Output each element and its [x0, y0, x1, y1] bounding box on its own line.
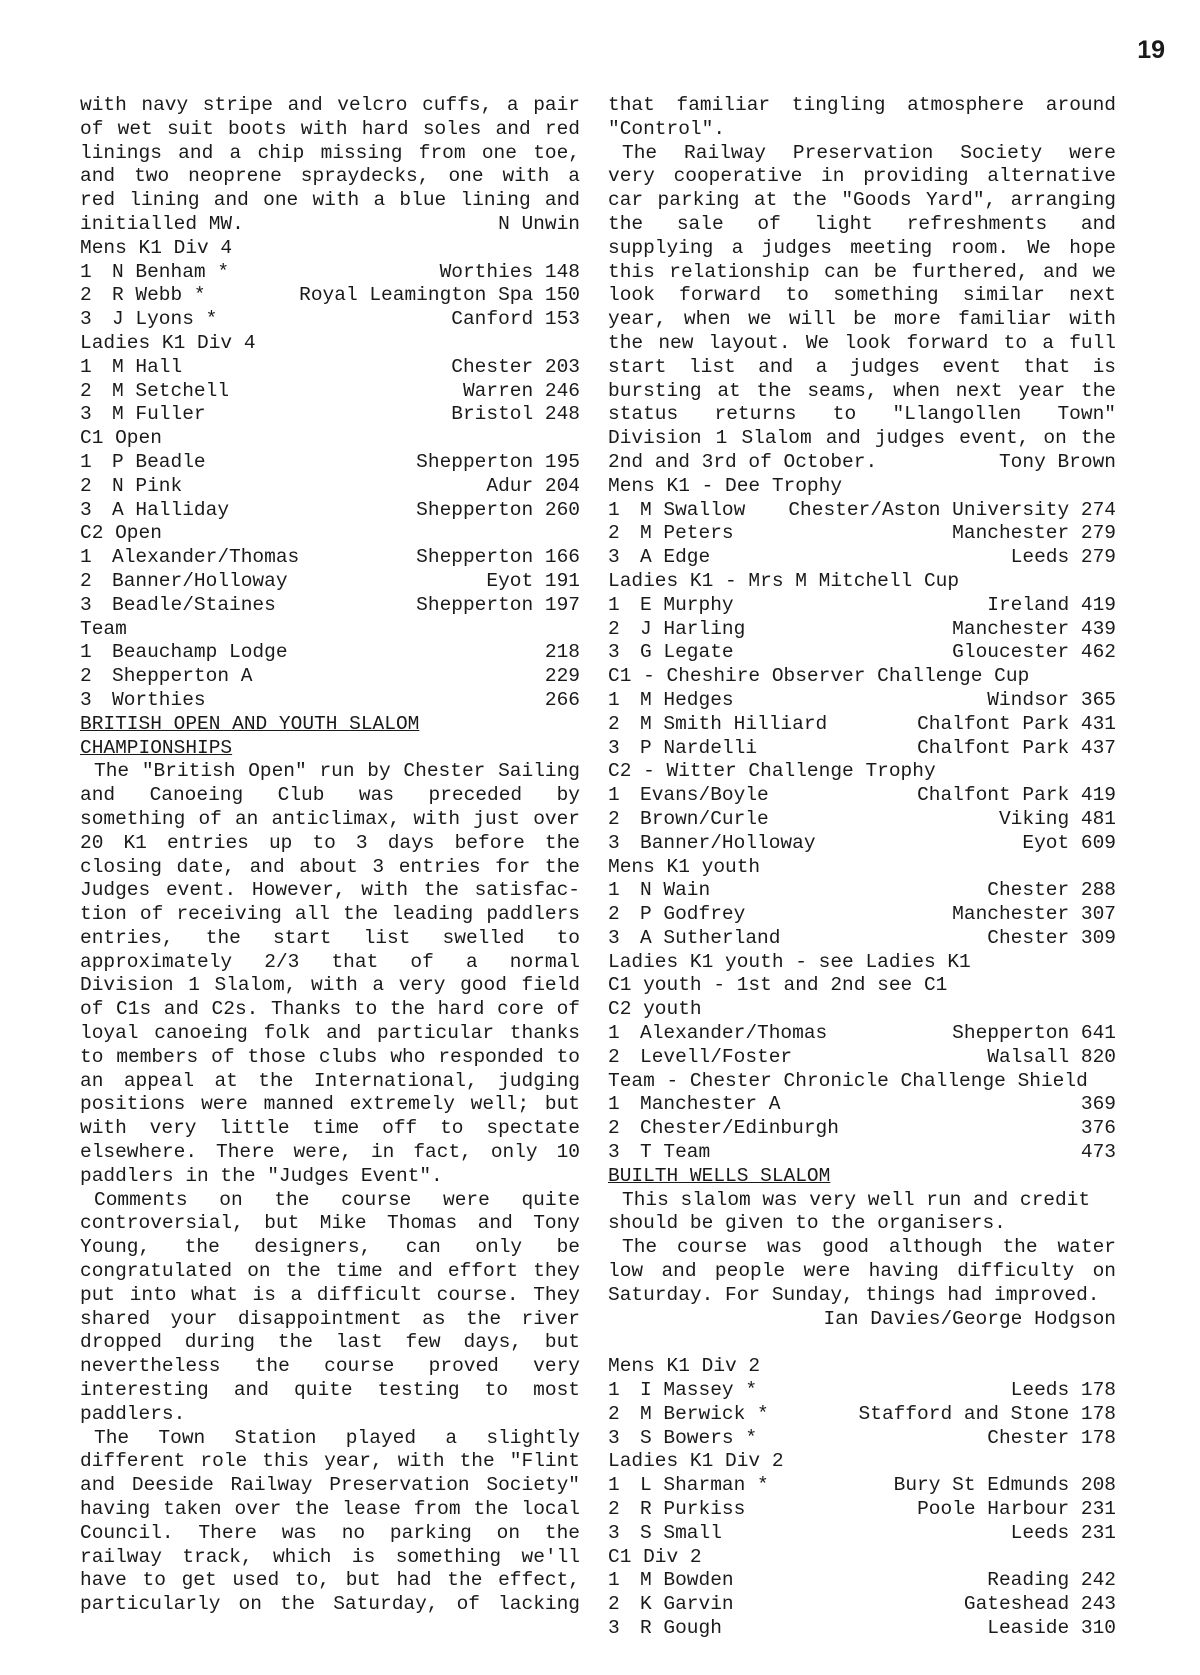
club-score: 376 — [1080, 1117, 1116, 1140]
result-row — [608, 903, 1116, 927]
result-row — [80, 451, 580, 475]
result-row — [608, 1117, 1116, 1141]
section-heading: CHAMPIONSHIPS — [80, 736, 233, 759]
competitor-name: M Bowden — [640, 1569, 734, 1592]
result-row — [608, 499, 1116, 523]
result-row — [608, 737, 1116, 761]
place-number: 2 — [80, 379, 92, 402]
result-row — [80, 641, 580, 665]
text-line: The Town Station played a slightly — [94, 1426, 580, 1449]
text-line: start list and a judges event that is — [608, 355, 1116, 378]
page-number: 19 — [1137, 36, 1165, 64]
text-line: should be given to the organisers. — [608, 1212, 1006, 1235]
place-number: 3 — [608, 831, 620, 854]
text-line: tion of receiving all the leading paddlers — [80, 903, 580, 926]
club-score: Reading 242 — [987, 1569, 1116, 1592]
result-row — [608, 546, 1116, 570]
competitor-name: Manchester A — [640, 1093, 781, 1116]
text-line-with-signature — [608, 451, 1116, 475]
text-line: car parking at the "Goods Yard", arranging — [608, 189, 1116, 212]
section-heading: BRITISH OPEN AND YOUTH SLALOM — [80, 712, 420, 735]
text-line: different role this year, with the "Flint — [80, 1450, 580, 1473]
text-line: dropped during the last few days, but — [80, 1331, 580, 1354]
text-line: red lining and one with a blue lining and — [80, 189, 580, 212]
text-line: put into what is a difficult course. They — [80, 1283, 580, 1306]
text-line: C1 Div 2 — [608, 1545, 702, 1568]
result-row — [608, 641, 1116, 665]
text-line: supplying a judges meeting room. We hope — [608, 236, 1116, 259]
place-number: 3 — [80, 688, 92, 711]
result-row — [608, 618, 1116, 642]
club-score: Shepperton 197 — [416, 593, 580, 616]
club-score: Adur 204 — [486, 474, 580, 497]
place-number: 3 — [80, 593, 92, 616]
text-line: "Control". — [608, 117, 726, 140]
club-score: Eyot 609 — [1022, 831, 1116, 854]
result-row — [80, 570, 580, 594]
club-score: Bury St Edmunds 208 — [893, 1474, 1116, 1497]
place-number: 2 — [608, 1593, 620, 1616]
text-line: Council. There was no parking on the — [80, 1521, 580, 1544]
club-score: Chalfont Park 419 — [917, 784, 1116, 807]
text-line: interesting and quite testing to most — [80, 1379, 580, 1402]
place-number: 1 — [608, 879, 620, 902]
competitor-name: Chester/Edinburgh — [640, 1117, 839, 1140]
place-number: 2 — [80, 569, 92, 592]
text-line: Comments on the course were quite — [94, 1188, 580, 1211]
result-row — [608, 1141, 1116, 1165]
text-line: year, when we will be more familiar with — [608, 308, 1116, 331]
club-score: Chalfont Park 431 — [917, 712, 1116, 735]
left-column — [80, 94, 580, 1617]
club-score: 473 — [1080, 1141, 1116, 1164]
result-row — [608, 784, 1116, 808]
text-line: the new layout. We look forward to a full — [608, 331, 1116, 354]
place-number: 3 — [608, 926, 620, 949]
place-number: 2 — [608, 522, 620, 545]
result-row — [608, 808, 1116, 832]
text-segment: 2nd and 3rd of October. — [608, 450, 878, 473]
result-row — [608, 1093, 1116, 1117]
club-score: Chester 203 — [451, 355, 580, 378]
place-number: 3 — [608, 1617, 620, 1639]
club-score: Leaside 310 — [987, 1617, 1116, 1639]
text-line: approximately 2/3 that of a normal — [80, 950, 580, 973]
result-row — [608, 1593, 1116, 1617]
competitor-name: J Harling — [640, 617, 746, 640]
text-line: entries, the start list swelled to — [80, 926, 580, 949]
text-line: congratulated on the time and effort they — [80, 1260, 580, 1283]
text-line: closing date, and about 3 entries for the — [80, 855, 580, 878]
result-row — [608, 1379, 1116, 1403]
text-line: paddlers. — [80, 1402, 186, 1425]
club-score: Chalfont Park 437 — [917, 736, 1116, 759]
right-column — [608, 94, 1116, 1641]
competitor-name: P Beadle — [112, 450, 206, 473]
text-line: Ladies K1 youth - see Ladies K1 — [608, 950, 971, 973]
club-score: Shepperton 641 — [952, 1022, 1116, 1045]
competitor-name: M Smith Hilliard — [640, 712, 828, 735]
competitor-name: Shepperton A — [112, 665, 253, 688]
result-row — [608, 927, 1116, 951]
text-line: C1 Open — [80, 427, 162, 450]
result-row — [608, 1569, 1116, 1593]
competitor-name: M Hall — [112, 355, 183, 378]
competitor-name: P Nardelli — [640, 736, 758, 759]
place-number: 1 — [80, 641, 92, 664]
text-line: Mens K1 youth — [608, 855, 761, 878]
place-number: 3 — [608, 1426, 620, 1449]
text-line: of C1s and C2s. Thanks to the hard core of — [80, 998, 580, 1021]
text-line: The course was good although the water — [622, 1236, 1116, 1259]
place-number: 1 — [80, 450, 92, 473]
result-row — [80, 261, 580, 285]
competitor-name: M Hedges — [640, 688, 734, 711]
text-line: positions were manned extremely well; but — [80, 1093, 580, 1116]
club-score: Royal Leamington Spa 150 — [299, 284, 580, 307]
result-row — [80, 689, 580, 713]
result-row — [608, 522, 1116, 546]
competitor-name: S Bowers * — [640, 1426, 758, 1449]
competitor-name: S Small — [640, 1521, 722, 1544]
text-line: controversial, but Mike Thomas and Tony — [80, 1212, 580, 1235]
competitor-name: T Team — [640, 1141, 711, 1164]
competitor-name: Worthies — [112, 688, 206, 711]
text-line-with-signature — [80, 213, 580, 237]
text-line: Division 1 Slalom and judges event, on the — [608, 427, 1116, 450]
place-number: 2 — [608, 807, 620, 830]
text-line: Mens K1 - Dee Trophy — [608, 474, 843, 497]
result-row — [80, 284, 580, 308]
club-score: Shepperton 195 — [416, 450, 580, 473]
text-line: loyal canoeing folk and particular thanks — [80, 1022, 580, 1045]
club-score: Leeds 231 — [1010, 1521, 1116, 1544]
club-score: Bristol 248 — [451, 403, 580, 426]
text-line: have to get used to, but had the effect, — [80, 1569, 580, 1592]
place-number: 1 — [608, 784, 620, 807]
result-row — [80, 594, 580, 618]
club-score: Windsor 365 — [987, 688, 1116, 711]
result-row — [80, 499, 580, 523]
club-score: Manchester 279 — [952, 522, 1116, 545]
result-row — [608, 1046, 1116, 1070]
text-line: status returns to "Llangollen Town" — [608, 403, 1116, 426]
competitor-name: M Setchell — [112, 379, 230, 402]
text-line: Ladies K1 Div 2 — [608, 1450, 784, 1473]
result-row — [608, 1522, 1116, 1546]
result-row — [80, 546, 580, 570]
text-line: and two neoprene spraydecks, one with a — [80, 165, 580, 188]
text-line: nevertheless the course proved very — [80, 1355, 580, 1378]
place-number: 1 — [80, 260, 92, 283]
text-line: Team - Chester Chronicle Challenge Shield — [608, 1069, 1088, 1092]
result-row — [80, 403, 580, 427]
result-row — [608, 594, 1116, 618]
club-score: Warren 246 — [462, 379, 580, 402]
text-line: something of an anticlimax, with just over — [80, 807, 580, 830]
place-number: 1 — [608, 688, 620, 711]
club-score: Shepperton 166 — [416, 546, 580, 569]
place-number: 1 — [608, 1379, 620, 1402]
place-number: 3 — [80, 308, 92, 331]
text-line: Mens K1 Div 2 — [608, 1355, 761, 1378]
place-number: 3 — [608, 1521, 620, 1544]
text-line: an appeal at the International, judging — [80, 1069, 580, 1092]
competitor-name: L Sharman * — [640, 1474, 769, 1497]
text-line: C2 youth — [608, 998, 702, 1021]
result-row — [608, 1403, 1116, 1427]
result-row — [608, 689, 1116, 713]
club-score: Manchester 439 — [952, 617, 1116, 640]
place-number: 1 — [608, 593, 620, 616]
result-row — [80, 475, 580, 499]
club-score: 218 — [544, 641, 580, 664]
club-score: Poole Harbour 231 — [917, 1498, 1116, 1521]
competitor-name: I Massey * — [640, 1379, 758, 1402]
text-line: 20 K1 entries up to 3 days before the — [80, 831, 580, 854]
competitor-name: A Sutherland — [640, 926, 781, 949]
club-score: Chester 288 — [987, 879, 1116, 902]
result-row — [80, 380, 580, 404]
competitor-name: K Garvin — [640, 1593, 734, 1616]
club-score: Ireland 419 — [987, 593, 1116, 616]
text-line: Team — [80, 617, 127, 640]
text-line: of wet suit boots with hard soles and red — [80, 117, 580, 140]
author-signature: Tony Brown — [998, 450, 1116, 473]
text-line: The "British Open" run by Chester Sailing — [94, 760, 580, 783]
club-score: Chester 309 — [987, 926, 1116, 949]
club-score: Stafford and Stone 178 — [858, 1402, 1116, 1425]
competitor-name: M Fuller — [112, 403, 206, 426]
result-row — [608, 1022, 1116, 1046]
place-number: 1 — [608, 1093, 620, 1116]
section-heading: BUILTH WELLS SLALOM — [608, 1164, 831, 1187]
place-number: 2 — [608, 903, 620, 926]
result-row — [608, 713, 1116, 737]
place-number: 1 — [608, 1022, 620, 1045]
place-number: 2 — [608, 1402, 620, 1425]
text-line: Division 1 Slalom, with a very good field — [80, 974, 580, 997]
text-line: to members of those clubs who responded to — [80, 1045, 580, 1068]
competitor-name: R Webb * — [112, 284, 206, 307]
competitor-name: Evans/Boyle — [640, 784, 769, 807]
club-score: Gateshead 243 — [963, 1593, 1116, 1616]
result-row — [608, 879, 1116, 903]
competitor-name: A Edge — [640, 546, 711, 569]
text-line: shared your disappointment as the river — [80, 1307, 580, 1330]
competitor-name: N Pink — [112, 474, 183, 497]
competitor-name: M Peters — [640, 522, 734, 545]
competitor-name: R Gough — [640, 1617, 722, 1639]
author-signature: N Unwin — [498, 212, 580, 235]
club-score: Manchester 307 — [952, 903, 1116, 926]
competitor-name: M Swallow — [640, 498, 746, 521]
text-line: C2 - Witter Challenge Trophy — [608, 760, 936, 783]
club-score: Shepperton 260 — [416, 498, 580, 521]
text-line: Ladies K1 Div 4 — [80, 331, 256, 354]
text-line: linings and a chip missing from one toe, — [80, 141, 580, 164]
club-score: Leeds 178 — [1010, 1379, 1116, 1402]
competitor-name: P Godfrey — [640, 903, 746, 926]
competitor-name: Brown/Curle — [640, 807, 769, 830]
text-line: and Deeside Railway Preservation Society" — [80, 1474, 580, 1497]
blank-line — [608, 1331, 1116, 1355]
text-line: low and people were having difficulty on — [608, 1260, 1116, 1283]
place-number: 1 — [608, 1474, 620, 1497]
club-score: Gloucester 462 — [952, 641, 1116, 664]
result-row — [80, 356, 580, 380]
result-row — [80, 308, 580, 332]
competitor-name: Levell/Foster — [640, 1045, 793, 1068]
competitor-name: Alexander/Thomas — [640, 1022, 828, 1045]
place-number: 2 — [608, 712, 620, 735]
place-number: 3 — [608, 546, 620, 569]
text-line: Ladies K1 - Mrs M Mitchell Cup — [608, 569, 960, 592]
text-line: very cooperative in providing alternative — [608, 165, 1116, 188]
club-score: Worthies 148 — [439, 260, 580, 283]
text-line: railway track, which is something we'll — [80, 1545, 580, 1568]
text-line: look forward to something similar next — [608, 284, 1116, 307]
author-signature: Ian Davies/George Hodgson — [823, 1307, 1116, 1330]
place-number: 2 — [80, 474, 92, 497]
text-line: having taken over the lease from the local — [80, 1498, 580, 1521]
place-number: 1 — [608, 498, 620, 521]
text-line: bursting at the seams, when next year the — [608, 379, 1116, 402]
text-line: C1 - Cheshire Observer Challenge Cup — [608, 665, 1030, 688]
place-number: 3 — [608, 1141, 620, 1164]
text-line: with very little time off to spectate — [80, 1117, 580, 1140]
text-line: The Railway Preservation Society were — [622, 141, 1116, 164]
text-line: Mens K1 Div 4 — [80, 236, 233, 259]
competitor-name: G Legate — [640, 641, 734, 664]
result-row — [608, 1427, 1116, 1451]
place-number: 2 — [608, 1045, 620, 1068]
competitor-name: Banner/Holloway — [112, 569, 288, 592]
place-number: 3 — [608, 641, 620, 664]
place-number: 2 — [608, 1498, 620, 1521]
competitor-name: R Purkiss — [640, 1498, 746, 1521]
text-line: Young, the designers, can only be — [80, 1236, 580, 1259]
club-score: Eyot 191 — [486, 569, 580, 592]
result-row — [608, 832, 1116, 856]
competitor-name: Alexander/Thomas — [112, 546, 300, 569]
text-line: Saturday. For Sunday, things had improved. — [608, 1283, 1100, 1306]
place-number: 2 — [80, 284, 92, 307]
text-line: paddlers in the "Judges Event". — [80, 1164, 443, 1187]
club-score: 369 — [1080, 1093, 1116, 1116]
place-number: 1 — [80, 546, 92, 569]
text-line: with navy stripe and velcro cuffs, a pair — [80, 94, 580, 116]
club-score: Chester/Aston University 274 — [788, 498, 1116, 521]
place-number: 3 — [80, 498, 92, 521]
competitor-name: Beauchamp Lodge — [112, 641, 288, 664]
text-line: that familiar tingling atmosphere around — [608, 94, 1116, 116]
place-number: 1 — [608, 1569, 620, 1592]
text-line: particularly on the Saturday, of lacking — [80, 1593, 580, 1616]
place-number: 2 — [608, 617, 620, 640]
competitor-name: Banner/Holloway — [640, 831, 816, 854]
competitor-name: N Benham * — [112, 260, 230, 283]
text-line: elsewhere. There were, in fact, only 10 — [80, 1141, 580, 1164]
result-row — [608, 1617, 1116, 1641]
competitor-name: E Murphy — [640, 593, 734, 616]
result-row — [608, 1498, 1116, 1522]
place-number: 1 — [80, 355, 92, 378]
text-line: This slalom was very well run and credit — [622, 1188, 1091, 1211]
club-score: Viking 481 — [998, 807, 1116, 830]
club-score: Canford 153 — [451, 308, 580, 331]
competitor-name: J Lyons * — [112, 308, 218, 331]
place-number: 2 — [80, 665, 92, 688]
club-score: Leeds 279 — [1010, 546, 1116, 569]
club-score: Walsall 820 — [987, 1045, 1116, 1068]
text-line: C2 Open — [80, 522, 162, 545]
text-line: Judges event. However, with the satisfac- — [80, 879, 580, 902]
competitor-name: M Berwick * — [640, 1402, 769, 1425]
place-number: 3 — [608, 736, 620, 759]
text-segment: initialled MW. — [80, 212, 244, 235]
result-row — [608, 1474, 1116, 1498]
club-score: 229 — [544, 665, 580, 688]
text-line: this relationship can be furthered, and we — [608, 260, 1116, 283]
club-score: Chester 178 — [987, 1426, 1116, 1449]
competitor-name: N Wain — [640, 879, 711, 902]
competitor-name: Beadle/Staines — [112, 593, 276, 616]
text-line: C1 youth - 1st and 2nd see C1 — [608, 974, 948, 997]
club-score: 266 — [544, 688, 580, 711]
place-number: 3 — [80, 403, 92, 426]
text-line: and Canoeing Club was preceded by — [80, 784, 580, 807]
text-line: the sale of light refreshments and — [608, 212, 1116, 235]
competitor-name: A Halliday — [112, 498, 230, 521]
place-number: 2 — [608, 1117, 620, 1140]
result-row — [80, 665, 580, 689]
